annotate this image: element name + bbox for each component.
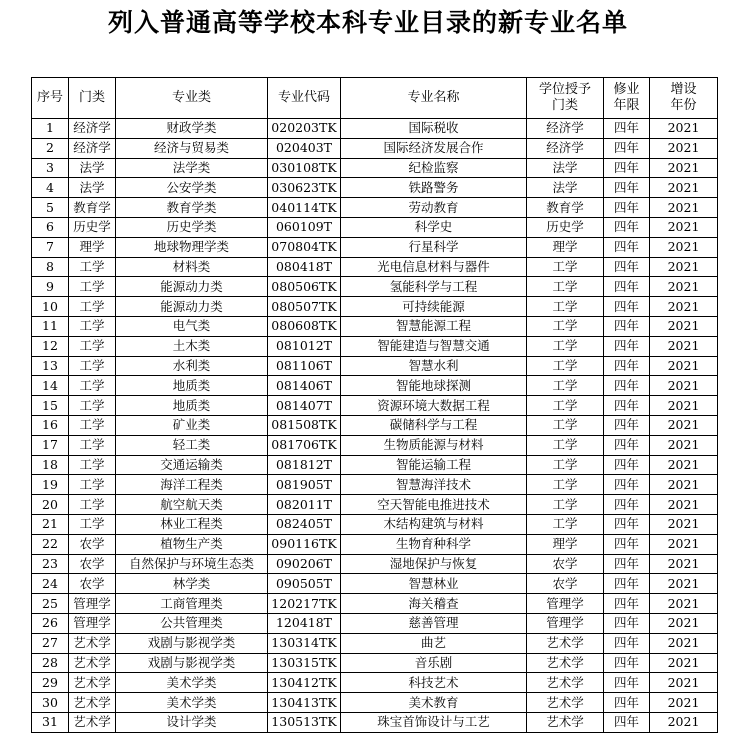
cell-degree: 法学 [527,158,604,178]
cell-duration: 四年 [604,693,650,713]
cell-seq: 12 [32,336,69,356]
cell-year: 2021 [650,119,718,139]
cell-name: 碳储科学与工程 [341,415,527,435]
cell-code: 080418T [268,257,341,277]
cell-degree: 工学 [527,336,604,356]
cell-duration: 四年 [604,435,650,455]
cell-duration: 四年 [604,257,650,277]
cell-major-class: 植物生产类 [116,534,268,554]
cell-category: 艺术学 [69,712,116,732]
cell-name: 曲艺 [341,633,527,653]
cell-duration: 四年 [604,336,650,356]
cell-code: 090505T [268,574,341,594]
cell-degree: 管理学 [527,613,604,633]
cell-duration: 四年 [604,217,650,237]
cell-code: 130314TK [268,633,341,653]
cell-code: 082405T [268,514,341,534]
cell-code: 090116TK [268,534,341,554]
table-row [32,158,718,178]
cell-seq: 17 [32,435,69,455]
cell-duration: 四年 [604,455,650,475]
cell-category: 农学 [69,574,116,594]
cell-year: 2021 [650,653,718,673]
cell-code: 081508TK [268,415,341,435]
header-degree-line1: 学位授予 [538,82,591,97]
cell-seq: 2 [32,138,69,158]
cell-major-class: 矿业类 [116,415,268,435]
cell-code: 081406T [268,376,341,396]
cell-code: 070804TK [268,237,341,257]
cell-year: 2021 [650,158,718,178]
cell-degree: 工学 [527,415,604,435]
majors-table [31,77,718,733]
cell-duration: 四年 [604,712,650,732]
cell-year: 2021 [650,178,718,198]
table-row [32,495,718,515]
cell-major-class: 海洋工程类 [116,475,268,495]
cell-degree: 工学 [527,277,604,297]
table-row [32,653,718,673]
table-row [32,138,718,158]
cell-code: 030623TK [268,178,341,198]
table-row [32,356,718,376]
cell-year: 2021 [650,514,718,534]
cell-seq: 21 [32,514,69,534]
cell-duration: 四年 [604,138,650,158]
cell-category: 工学 [69,277,116,297]
cell-degree: 工学 [527,316,604,336]
cell-year: 2021 [650,633,718,653]
cell-name: 可持续能源 [341,297,527,317]
table-row [32,396,718,416]
cell-major-class: 地质类 [116,396,268,416]
table-row [32,712,718,732]
cell-major-class: 历史学类 [116,217,268,237]
cell-degree: 工学 [527,396,604,416]
table-row [32,217,718,237]
cell-seq: 14 [32,376,69,396]
cell-name: 智能建造与智慧交通 [341,336,527,356]
cell-category: 工学 [69,376,116,396]
cell-category: 工学 [69,455,116,475]
cell-year: 2021 [650,217,718,237]
cell-year: 2021 [650,376,718,396]
cell-year: 2021 [650,297,718,317]
table-row [32,435,718,455]
table-row [32,594,718,614]
cell-duration: 四年 [604,277,650,297]
cell-category: 教育学 [69,198,116,218]
cell-duration: 四年 [604,594,650,614]
cell-seq: 31 [32,712,69,732]
cell-code: 020203TK [268,119,341,139]
cell-major-class: 美术学类 [116,673,268,693]
cell-seq: 4 [32,178,69,198]
cell-duration: 四年 [604,613,650,633]
cell-year: 2021 [650,475,718,495]
cell-major-class: 地球物理学类 [116,237,268,257]
cell-name: 木结构建筑与材料 [341,514,527,534]
cell-duration: 四年 [604,198,650,218]
cell-name: 慈善管理 [341,613,527,633]
header-seq: 序号 [32,78,69,119]
cell-category: 艺术学 [69,633,116,653]
cell-name: 湿地保护与恢复 [341,554,527,574]
cell-seq: 8 [32,257,69,277]
cell-duration: 四年 [604,158,650,178]
cell-category: 工学 [69,475,116,495]
cell-major-class: 公安学类 [116,178,268,198]
cell-year: 2021 [650,257,718,277]
cell-year: 2021 [650,415,718,435]
table-row [32,693,718,713]
cell-name: 科技艺术 [341,673,527,693]
cell-category: 法学 [69,158,116,178]
cell-degree: 工学 [527,475,604,495]
cell-seq: 25 [32,594,69,614]
cell-major-class: 林学类 [116,574,268,594]
cell-category: 工学 [69,415,116,435]
cell-major-class: 公共管理类 [116,613,268,633]
cell-duration: 四年 [604,653,650,673]
cell-name: 行星科学 [341,237,527,257]
cell-degree: 理学 [527,534,604,554]
cell-degree: 历史学 [527,217,604,237]
cell-year: 2021 [650,356,718,376]
cell-category: 工学 [69,435,116,455]
cell-name: 纪检监察 [341,158,527,178]
cell-degree: 经济学 [527,119,604,139]
cell-name: 美术教育 [341,693,527,713]
header-degree-line2: 门类 [551,98,578,113]
cell-name: 智慧林业 [341,574,527,594]
table-row [32,297,718,317]
cell-duration: 四年 [604,396,650,416]
cell-major-class: 地质类 [116,376,268,396]
cell-degree: 工学 [527,435,604,455]
cell-major-class: 土木类 [116,336,268,356]
cell-duration: 四年 [604,633,650,653]
cell-code: 040114TK [268,198,341,218]
table-row [32,376,718,396]
cell-degree: 管理学 [527,594,604,614]
cell-category: 工学 [69,514,116,534]
cell-major-class: 林业工程类 [116,514,268,534]
cell-seq: 10 [32,297,69,317]
cell-degree: 工学 [527,514,604,534]
table-row [32,415,718,435]
cell-code: 130413TK [268,693,341,713]
cell-degree: 理学 [527,237,604,257]
cell-major-class: 能源动力类 [116,297,268,317]
cell-category: 经济学 [69,119,116,139]
cell-name: 劳动教育 [341,198,527,218]
cell-category: 工学 [69,495,116,515]
cell-category: 工学 [69,336,116,356]
cell-major-class: 戏剧与影视学类 [116,653,268,673]
cell-duration: 四年 [604,356,650,376]
cell-code: 081407T [268,396,341,416]
cell-year: 2021 [650,594,718,614]
cell-code: 082011T [268,495,341,515]
cell-name: 珠宝首饰设计与工艺 [341,712,527,732]
cell-name: 光电信息材料与器件 [341,257,527,277]
cell-seq: 22 [32,534,69,554]
cell-seq: 3 [32,158,69,178]
table-row [32,198,718,218]
cell-code: 130412TK [268,673,341,693]
table-row [32,514,718,534]
cell-major-class: 交通运输类 [116,455,268,475]
cell-category: 管理学 [69,594,116,614]
cell-duration: 四年 [604,237,650,257]
cell-code: 081706TK [268,435,341,455]
cell-degree: 法学 [527,178,604,198]
cell-major-class: 材料类 [116,257,268,277]
header-duration [604,78,650,119]
cell-seq: 16 [32,415,69,435]
table-row [32,574,718,594]
cell-year: 2021 [650,554,718,574]
cell-seq: 9 [32,277,69,297]
cell-name: 生物育种科学 [341,534,527,554]
cell-seq: 30 [32,693,69,713]
cell-major-class: 自然保护与环境生态类 [116,554,268,574]
cell-major-class: 水利类 [116,356,268,376]
cell-major-class: 教育学类 [116,198,268,218]
cell-degree: 农学 [527,554,604,574]
cell-year: 2021 [650,613,718,633]
table-row [32,475,718,495]
cell-duration: 四年 [604,415,650,435]
header-major-class: 专业类 [116,78,268,119]
cell-seq: 29 [32,673,69,693]
cell-name: 海关稽查 [341,594,527,614]
cell-year: 2021 [650,198,718,218]
cell-degree: 艺术学 [527,693,604,713]
cell-code: 130513TK [268,712,341,732]
cell-degree: 工学 [527,257,604,277]
cell-duration: 四年 [604,178,650,198]
cell-code: 120418T [268,613,341,633]
cell-category: 工学 [69,316,116,336]
cell-degree: 工学 [527,376,604,396]
cell-code: 081812T [268,455,341,475]
cell-major-class: 戏剧与影视学类 [116,633,268,653]
cell-code: 020403T [268,138,341,158]
cell-seq: 18 [32,455,69,475]
table-row [32,257,718,277]
cell-seq: 23 [32,554,69,574]
cell-year: 2021 [650,336,718,356]
table-row [32,554,718,574]
table-row [32,336,718,356]
table-row [32,237,718,257]
cell-year: 2021 [650,455,718,475]
cell-code: 081905T [268,475,341,495]
cell-name: 智慧能源工程 [341,316,527,336]
cell-category: 管理学 [69,613,116,633]
table-header-row [32,78,718,119]
cell-seq: 1 [32,119,69,139]
cell-degree: 农学 [527,574,604,594]
header-duration-line2: 年限 [613,98,640,113]
cell-year: 2021 [650,712,718,732]
cell-degree: 工学 [527,455,604,475]
table-row [32,613,718,633]
cell-seq: 24 [32,574,69,594]
cell-category: 工学 [69,396,116,416]
cell-duration: 四年 [604,574,650,594]
cell-seq: 28 [32,653,69,673]
cell-category: 艺术学 [69,673,116,693]
cell-major-class: 轻工类 [116,435,268,455]
cell-degree: 经济学 [527,138,604,158]
cell-degree: 艺术学 [527,653,604,673]
cell-category: 工学 [69,297,116,317]
table-row [32,277,718,297]
cell-year: 2021 [650,673,718,693]
cell-year: 2021 [650,693,718,713]
cell-seq: 20 [32,495,69,515]
cell-year: 2021 [650,237,718,257]
cell-seq: 6 [32,217,69,237]
table-row [32,178,718,198]
cell-category: 工学 [69,257,116,277]
cell-major-class: 电气类 [116,316,268,336]
cell-duration: 四年 [604,495,650,515]
cell-name: 智能运输工程 [341,455,527,475]
cell-seq: 11 [32,316,69,336]
cell-duration: 四年 [604,316,650,336]
cell-year: 2021 [650,534,718,554]
cell-category: 历史学 [69,217,116,237]
cell-code: 080608TK [268,316,341,336]
cell-code: 130315TK [268,653,341,673]
cell-duration: 四年 [604,534,650,554]
cell-year: 2021 [650,435,718,455]
cell-major-class: 法学类 [116,158,268,178]
cell-name: 氢能科学与工程 [341,277,527,297]
cell-code: 060109T [268,217,341,237]
table-row [32,316,718,336]
cell-code: 120217TK [268,594,341,614]
cell-degree: 工学 [527,356,604,376]
table-row [32,633,718,653]
cell-year: 2021 [650,495,718,515]
cell-degree: 艺术学 [527,633,604,653]
cell-degree: 艺术学 [527,712,604,732]
cell-degree: 教育学 [527,198,604,218]
cell-duration: 四年 [604,514,650,534]
cell-year: 2021 [650,396,718,416]
cell-major-class: 航空航天类 [116,495,268,515]
cell-category: 经济学 [69,138,116,158]
cell-duration: 四年 [604,673,650,693]
cell-duration: 四年 [604,297,650,317]
cell-name: 智慧海洋技术 [341,475,527,495]
cell-major-class: 美术学类 [116,693,268,713]
header-category: 门类 [69,78,116,119]
cell-duration: 四年 [604,119,650,139]
cell-category: 理学 [69,237,116,257]
cell-code: 081106T [268,356,341,376]
cell-seq: 19 [32,475,69,495]
cell-code: 030108TK [268,158,341,178]
table-body [32,119,718,733]
cell-seq: 13 [32,356,69,376]
cell-degree: 工学 [527,495,604,515]
table-row [32,455,718,475]
cell-year: 2021 [650,316,718,336]
header-degree [527,78,604,119]
cell-major-class: 设计学类 [116,712,268,732]
cell-name: 国际经济发展合作 [341,138,527,158]
cell-name: 空天智能电推进技术 [341,495,527,515]
cell-name: 音乐剧 [341,653,527,673]
cell-seq: 27 [32,633,69,653]
cell-major-class: 能源动力类 [116,277,268,297]
cell-name: 智能地球探测 [341,376,527,396]
header-year [650,78,718,119]
cell-seq: 15 [32,396,69,416]
cell-seq: 7 [32,237,69,257]
cell-year: 2021 [650,574,718,594]
cell-major-class: 经济与贸易类 [116,138,268,158]
cell-code: 080506TK [268,277,341,297]
cell-degree: 工学 [527,297,604,317]
cell-major-class: 财政学类 [116,119,268,139]
header-year-line2: 年份 [670,98,697,113]
table-row [32,673,718,693]
cell-name: 资源环境大数据工程 [341,396,527,416]
cell-code: 080507TK [268,297,341,317]
cell-degree: 艺术学 [527,673,604,693]
cell-category: 艺术学 [69,653,116,673]
cell-category: 法学 [69,178,116,198]
cell-name: 科学史 [341,217,527,237]
cell-name: 国际税收 [341,119,527,139]
table-row [32,534,718,554]
cell-seq: 5 [32,198,69,218]
cell-name: 智慧水利 [341,356,527,376]
cell-category: 艺术学 [69,693,116,713]
document-title: 列入普通高等学校本科专业目录的新专业名单 [107,8,628,37]
cell-duration: 四年 [604,376,650,396]
cell-category: 工学 [69,356,116,376]
cell-year: 2021 [650,277,718,297]
cell-code: 081012T [268,336,341,356]
cell-duration: 四年 [604,554,650,574]
cell-duration: 四年 [604,475,650,495]
cell-category: 农学 [69,554,116,574]
cell-category: 农学 [69,534,116,554]
table-row [32,119,718,139]
cell-year: 2021 [650,138,718,158]
cell-name: 铁路警务 [341,178,527,198]
cell-name: 生物质能源与材料 [341,435,527,455]
cell-code: 090206T [268,554,341,574]
header-year-line1: 增设 [670,82,697,97]
cell-major-class: 工商管理类 [116,594,268,614]
cell-seq: 26 [32,613,69,633]
header-code: 专业代码 [268,78,341,119]
header-duration-line1: 修业 [613,82,640,97]
header-name: 专业名称 [341,78,527,119]
